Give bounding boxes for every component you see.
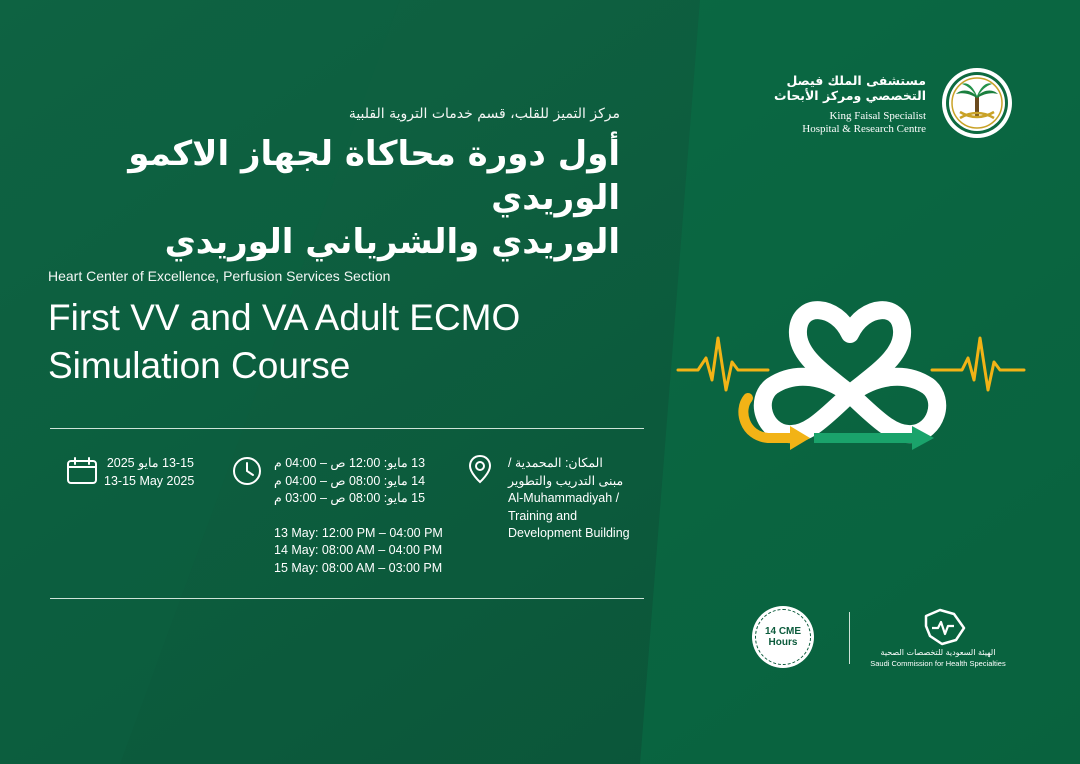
divider-top (50, 428, 644, 429)
department-english: Heart Center of Excellence, Perfusion Services Section (48, 268, 391, 284)
course-times (274, 455, 454, 577)
divider-bottom (50, 598, 644, 599)
heart-ecmo-icon (676, 290, 1026, 460)
cme-hours-badge (752, 606, 814, 668)
time-arabic-day3: 15 مايو: 08:00 ص – 03:00 م (274, 491, 426, 505)
cme-hours-value: 14 CME (764, 626, 802, 637)
time-arabic-day1: 13 مايو: 12:00 ص – 04:00 م (274, 456, 426, 470)
hospital-name-english-line2: Hospital & Research Centre (802, 122, 926, 135)
time-english-day2: 14 May: 08:00 AM – 04:00 PM (274, 543, 443, 557)
department-arabic: مركز التميز للقلب، قسم خدمات التروية القلبية (348, 106, 620, 122)
scfhs-logo (920, 606, 968, 650)
time-arabic-day2: 14 مايو: 08:00 ص – 04:00 م (274, 473, 426, 488)
time-english-day1: 13 May: 12:00 PM – 04:00 PM (274, 525, 443, 540)
location-arabic-line2: مبنى التدريب والتطوير (508, 473, 624, 488)
badge-divider (849, 612, 850, 664)
dates-arabic: 13-15 مايو 2025 (106, 456, 194, 470)
hospital-name-english (770, 110, 926, 135)
location-arabic-line1: المكان: المحمدية / (508, 456, 603, 470)
calendar-icon (66, 456, 98, 490)
course-title-arabic-line1: أول دورة محاكاة لجهاز الاكمو الوريدي (128, 134, 620, 218)
course-title-english-line2: Simulation Course (48, 345, 351, 386)
kfshrc-logo (940, 66, 1014, 144)
cme-hours-unit: Hours (768, 637, 798, 648)
time-english-day3: 15 May: 08:00 AM – 03:00 PM (274, 560, 443, 575)
dates-english: 13-15 May 2025 (104, 473, 195, 488)
course-dates (104, 455, 194, 490)
course-title-english (48, 294, 648, 390)
clock-icon (232, 456, 262, 490)
scfhs-name-arabic: الهيئة السعودية للتخصصات الصحية (880, 648, 996, 657)
course-title-arabic-line2: الوريدي والشرياني الوريدي (164, 222, 620, 262)
course-title-arabic (20, 132, 620, 264)
course-location (508, 455, 650, 543)
location-english: Al-Muhammadiyah / Training and Development Building (508, 491, 630, 540)
hospital-name-arabic: مستشفى الملك فيصل التخصصي ومركز الأبحاث (774, 73, 926, 103)
location-pin-icon (468, 454, 492, 488)
course-title-english-line1: First VV and VA Adult ECMO (48, 297, 521, 338)
hospital-name-english-line1: King Faisal Specialist (829, 110, 926, 122)
scfhs-name-english: Saudi Commission for Health Specialties (870, 659, 1006, 668)
